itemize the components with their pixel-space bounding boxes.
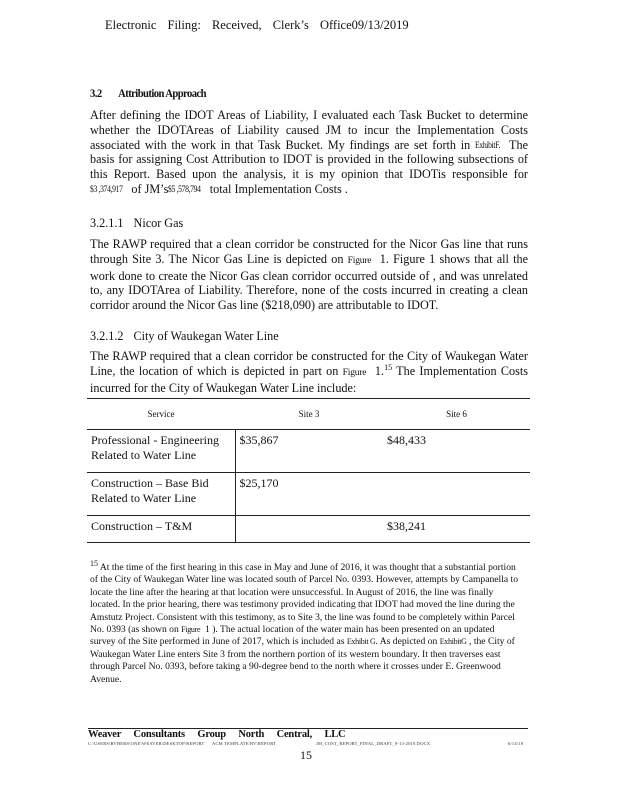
attribution-paragraph: After defining the IDOT Areas of Liability, I evaluated each Task Bucket to determine whether the IDOTAreas of Liability caused JM to incur the Implementation Costs associated with the work in that Task Bucket. My findings are set forth in ExhibitF. The basis for assigning Cost Attribution to IDOT is provided in the following subsections of this Report. Based upon the analysis, it is my opinion that IDOTis responsible for $3 ,374,917 of JM’s$5 ,578,794 total Implementation Costs . [90, 108, 528, 196]
cell-site3: $35,867 [235, 430, 383, 473]
header-site3: Site 3 [235, 399, 383, 430]
footer-path-left: C:\USERS\RVHERS\ONE\WEAVER\DESKTOP\REPORT [88, 741, 205, 746]
water-line-cost-table [87, 398, 530, 543]
section-heading [90, 88, 206, 100]
filing-header: Electronic Filing: Received, Clerk’s Office09/13/2019 [105, 18, 409, 32]
exhibit-ref: ExhibitF. [475, 139, 501, 150]
page-number: 15 [300, 748, 312, 762]
table-row [87, 516, 530, 543]
waukegan-heading: 3.2.1.2 City of Waukegan Water Line [90, 329, 279, 343]
cell-site6: $38,241 [383, 516, 530, 543]
figure-ref: Figure [181, 625, 201, 635]
cell-service: Construction – T&M [87, 516, 235, 543]
figure-ref: Figure [342, 367, 367, 378]
waukegan-paragraph: The RAWP required that a clean corridor be constructed for the City of Waukegan Water Line, the location of which is depicted in part on Figure 1.15 The Implementation Costs incurred for the City of Waukegan Water Line include: [90, 349, 529, 395]
footer-date: 6/14/18 [508, 741, 524, 746]
footer-firm: Weaver Consultants Group North Central, LLC [88, 729, 346, 740]
amount-idot: $3 ,374,917 [90, 183, 123, 194]
exhibit-ref: Exhibit G [346, 637, 376, 647]
header-service: Service [87, 399, 235, 430]
nicor-paragraph: The RAWP required that a clean corridor be constructed for the Nicor Gas line that runs through Site 3. The Nicor Gas Line is depicted on Figure 1. Figure 1 shows that all the work done to create the Nicor Gas clean corridor occurred outside of , and was unrelated to, any IDOTArea of Liability. Therefore, none of the costs incurred in creating a clean corridor around the Nicor Gas line ($218,090) are attributable to IDOT. [90, 237, 528, 313]
footer-path-right: JM_COST_REPORT_FINAL_DRAFT_9-13-2019.DOCX [316, 741, 431, 746]
table-row [87, 473, 530, 516]
section-title: Attribution Approach [118, 88, 206, 100]
header-site6: Site 6 [383, 399, 530, 430]
cell-site6: $48,433 [383, 430, 530, 473]
cell-site3 [235, 516, 383, 543]
cell-service: Construction – Base Bid Related to Water Line [87, 473, 235, 516]
table-header-row [87, 399, 530, 430]
footnote-marker: 15 [384, 362, 393, 372]
figure-ref: Figure [347, 255, 372, 266]
footnote-15: $^{15}$ At the time of the first hearing in this case in May and June of 2016, it was thought that a substantial portion of the City of Waukegan Water line was located south of Parcel No. 0393. However, attempts by Campanella to locate the line after the hearing at that location were unsuccessful. In August of 2016, the line was finally located. In the prior hearing, there was testimony provided indicating that IDOT had moved the line during the Amstutz Project. Consistent with this testimony, as to Site 3, the line was found to be completely within Parcel No. 0393 (as shown on Figure 1 ). The actual location of the water main has been presented on an updated survey of the Site performed in June of 2017, which is included as Exhibit G. As depicted on ExhibitG , the City of Waukegan Water Line enters Site 3 from the northern portion of its western boundary. It then traverses east through Parcel No. 0393, before taking a 90-degree bend to the north where it crosses under E. Greenwood Avenue. [90, 558, 518, 685]
cell-site6 [383, 473, 530, 516]
cell-service: Professional - Engineering Related to Water Line [87, 430, 235, 473]
exhibit-ref: ExhibitG [439, 637, 467, 647]
footer-path-mid: ACM TEMPLATE\RV\REPORT [212, 741, 277, 746]
section-number: 3.2 [90, 88, 102, 100]
amount-total: $5 ,578,794 [168, 183, 201, 194]
table-row [87, 430, 530, 473]
cell-site3: $25,170 [235, 473, 383, 516]
nicor-heading: 3.2.1.1 Nicor Gas [90, 216, 184, 230]
footnote-number: 15 [90, 558, 98, 568]
